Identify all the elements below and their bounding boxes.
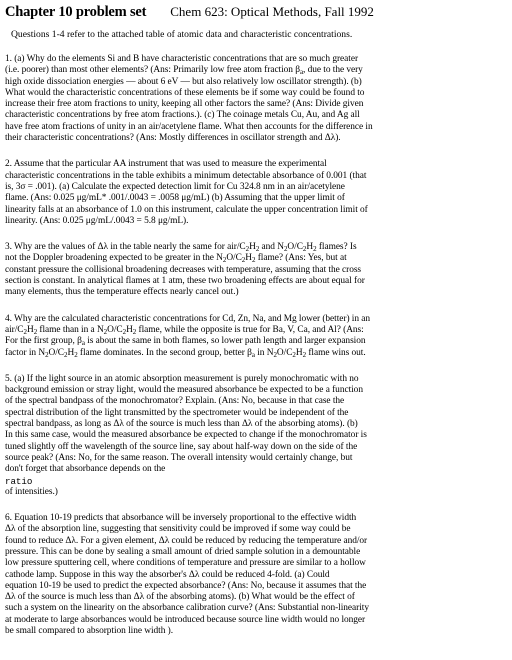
question-line: not the Doppler broadening expected to be greater in the $N_2O/C_2H_2$ flame? (Ans: Yes, but at xyxy=(5,253,347,265)
question-2 xyxy=(5,159,507,227)
question-line: Δλ of the absorption line, suggesting that sensitivity could be improved if some way could be xyxy=(5,524,351,535)
question-line: increase their free atom fractions to unity, keeping all other factors the same? (Ans: Divide given xyxy=(5,99,364,110)
question-list xyxy=(5,54,507,637)
question-line: be small compared to absorption line width ). xyxy=(5,626,174,637)
question-line: of the spectral bandpass of the monochromator? Explain. (Ans: No, because in that case the xyxy=(5,396,345,407)
question-line: 6. Equation 10-19 predicts that absorbance will be inversely proportional to the effective width xyxy=(5,513,357,524)
question-line: air/$C_2H_2$ flame than in a $N_2O/C_2H_2$ flame, while the opposite is true for Ba, V, Ca, and Al? (Ans: xyxy=(5,324,364,336)
question-line: factor in $N_2O/C_2H_2$ flame dominates. In the second group, better $\beta_a$ in $N_2O/C_2H_2$ flame wins out. xyxy=(5,347,366,359)
question-line: 3. Why are the values of Δλ in the table nearly the same for air/$C_2H_2$ and $N_2O/C_2H_2$ flames? Is xyxy=(5,242,357,254)
question-line: 5. (a) If the light source in an atomic absorption measurement is purely monochromatic with no xyxy=(5,373,359,384)
question-line: flame. (Ans: 0.025 μg/mL* .001/.0043 = .0058 μg/mL) (b) Assuming that the upper limit of xyxy=(5,193,345,204)
question-line: In this same case, would the measured absorbance be expected to change if the monochromator is xyxy=(5,430,367,441)
question-line: linearity falls at an absorbance of 1.0 on this instrument, calculate the upper concentration limit of xyxy=(5,204,368,215)
question-5 xyxy=(5,374,507,498)
question-line: spectral distribution of the light transmitted by the spectrometer would be independent of the xyxy=(5,407,349,418)
question-line: tuned slightly off the wavelength of the source line, say about half-way down on the side of the xyxy=(5,441,358,452)
question-line: equation 10-19 be used to predict the expected absorbance? (Ans: No, because it assumes that the xyxy=(5,580,367,591)
question-line: section is constant. In analytical flames at 1 atm, these two broadening effects are about equal for xyxy=(5,276,365,287)
question-line: 4. Why are the calculated characteristic concentrations for Cd, Zn, Na, and Mg lower (better) in an xyxy=(5,313,371,324)
document-header xyxy=(5,3,507,21)
question-line: What would the characteristic concentrations of these elements be if some way could be found to xyxy=(5,87,365,98)
question-line: many elements, thus the temperature effects nearly cancel out.) xyxy=(5,287,239,298)
question-line: found to reduce Δλ. For a given element, Δλ could be reduced by reducing the temperature and/or xyxy=(5,535,368,546)
question-line: at moderate to large absorbances would be introduced because source line width would no longer xyxy=(5,614,366,625)
question-line: (i.e. poorer) than most other elements? (Ans: Primarily low free atom fraction $\beta_a$, due to the very xyxy=(5,65,363,77)
question-line: For the first group, $\beta_a$ is about the same in both flames, so lower path length and larger expansion xyxy=(5,336,366,348)
question-line: spectral bandpass, as long as Δλ of the source is much less than Δλ of the absorbing atoms). (b) xyxy=(5,419,358,430)
question-line: 1. (a) Why do the elements Si and B have characteristic concentrations that are so much greater xyxy=(5,54,359,64)
question-line: such a system on the linearity on the absorbance calibration curve? (Ans: Substantial non-linearity xyxy=(5,603,369,614)
problem-set-document xyxy=(5,3,507,637)
chapter-title: Chapter 10 problem set xyxy=(5,4,147,20)
question-4 xyxy=(5,314,507,359)
question-line: Δλ of the source is much less than Δλ of the absorbing atoms). (b) What would be the effect of xyxy=(5,592,355,603)
question-line: cathode lamp. Suppose in this way the absorber's Δλ could be reduced 4-fold. (a) Could xyxy=(5,569,330,580)
question-line: characteristic concentrations by free atom fractions.). (c) The coinage metals Cu, Au, and Ag all xyxy=(5,110,360,121)
question-line: characteristic concentrations in the table exhibits a minimum detectable absorbance of 0.001 (that xyxy=(5,170,367,181)
question-3 xyxy=(5,242,507,298)
question-line: is, 3σ = .001). (a) Calculate the expected detection limit for Cu 324.8 nm in an air/acetylene xyxy=(5,181,345,192)
question-line: their characteristic concentrations? (Ans: Mostly differences in oscillator strength and Δλ). xyxy=(5,133,341,144)
course-title: Chem 623: Optical Methods, Fall 1992 xyxy=(170,4,374,19)
question-1 xyxy=(5,54,507,144)
question-line: 2. Assume that the particular AA instrument that was used to measure the experimental xyxy=(5,159,327,170)
question-line: high oxide dissociation energies — about 6 eV — but also relatively low oscillator strength). (b) xyxy=(5,76,362,87)
question-line: low pressure sputtering cell, where conditions of temperature and pressure are similar to a hollow xyxy=(5,558,366,569)
question-line: have free atom fractions of unity in an air/acetylene flame. What then accounts for the difference in xyxy=(5,121,373,132)
question-line: pressure. This can be done by sealing a small amount of dried sample solution in a demountable xyxy=(5,546,361,557)
question-line: source peak? (Ans: No, for the same reason. The overall intensity would certainly change, but xyxy=(5,452,353,463)
question-line: linearity. (Ans: 0.025 μg/mL/.0043 = 5.8 μg/mL). xyxy=(5,215,189,226)
question-line: don't forget that absorbance depends on the ratio of intensities.) xyxy=(5,464,166,497)
question-line: constant pressure the collisional broadening decreases with temperature, assuming that the cross xyxy=(5,264,362,275)
intro-text: Questions 1-4 refer to the attached table of atomic data and characteristic concentrations. xyxy=(11,29,353,40)
question-6 xyxy=(5,513,507,637)
question-line: background emission or stray light, would the measured absorbance be expected to be a function xyxy=(5,385,363,396)
